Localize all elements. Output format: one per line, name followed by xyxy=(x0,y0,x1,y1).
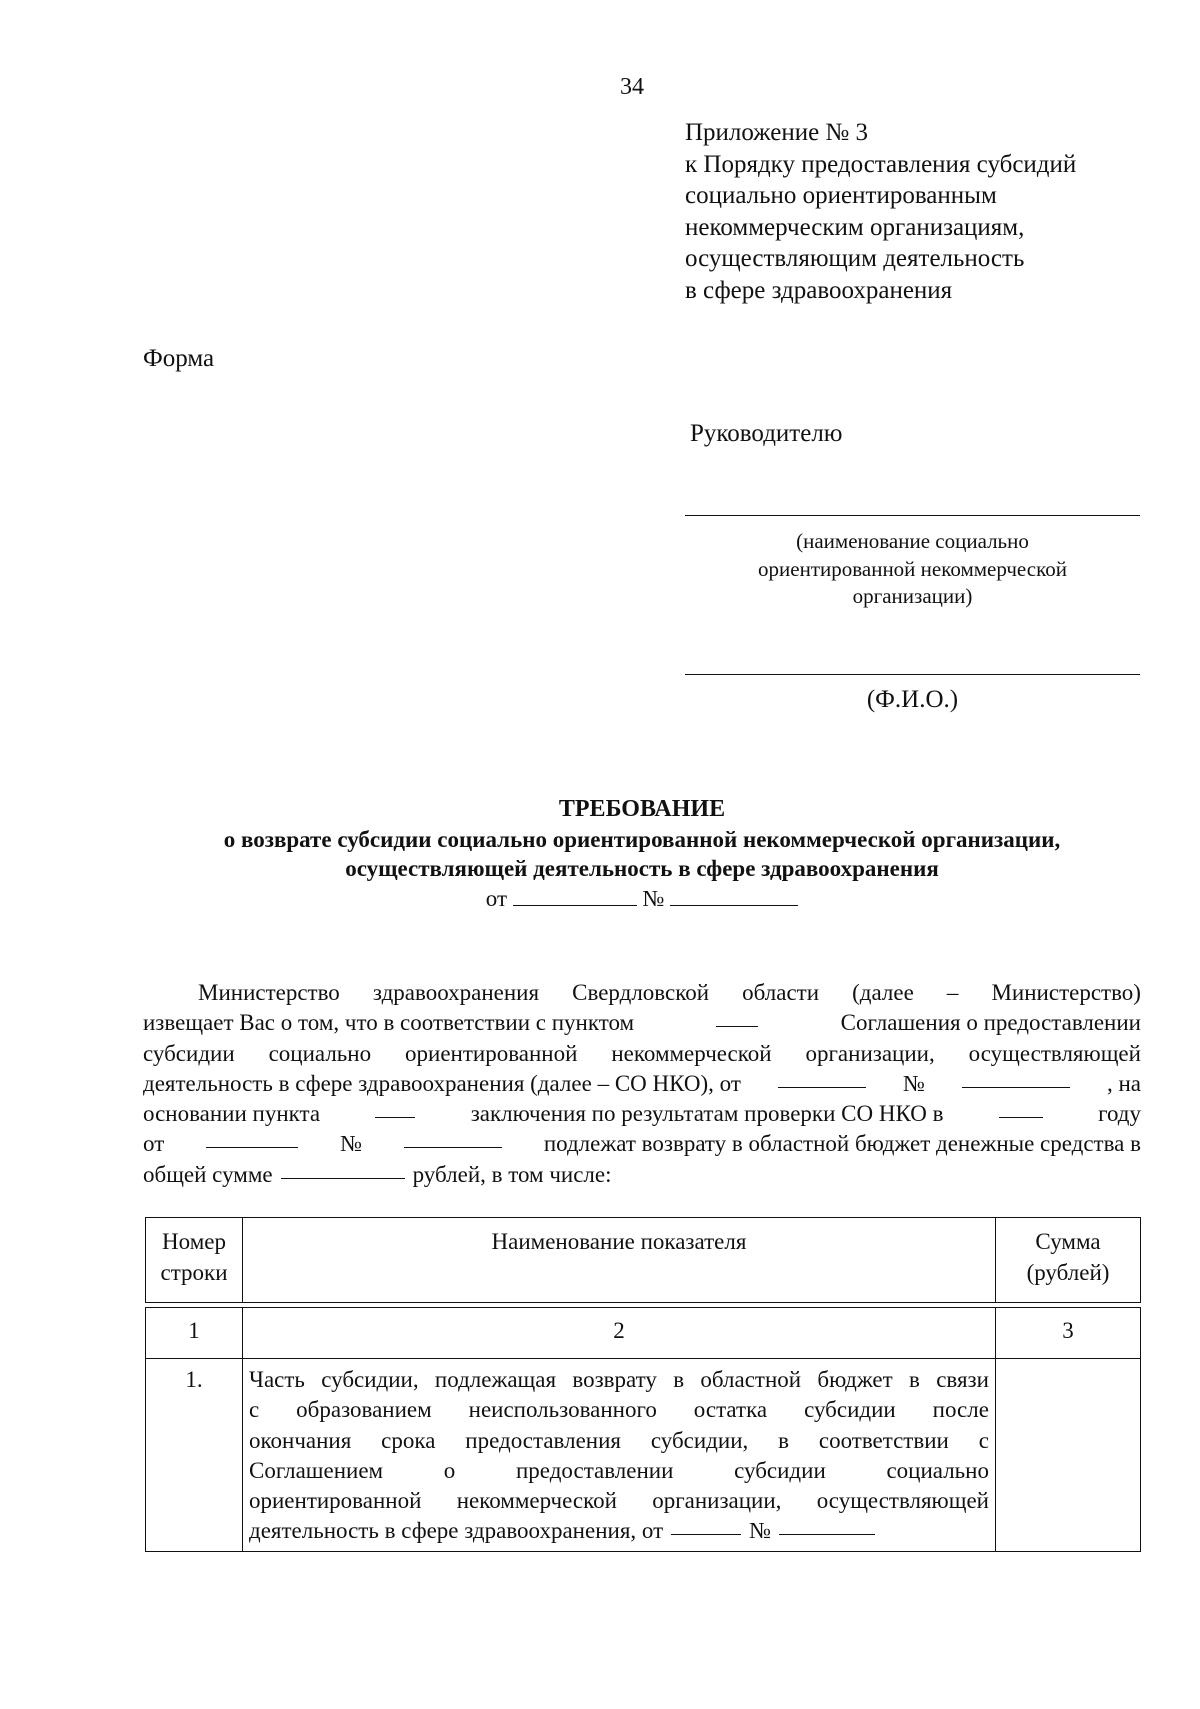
title-subtitle-line: о возврате субсидии социально ориентированной некоммерческой организации, xyxy=(223,826,1061,852)
word: Министерство xyxy=(198,980,340,1005)
number-blank xyxy=(670,887,798,906)
caption-line: ориентированной некоммерческой xyxy=(758,556,1067,581)
text-segment: № xyxy=(749,1518,772,1544)
appendix-line: некоммерческим организациям, xyxy=(685,213,1025,241)
point-blank xyxy=(375,1099,415,1118)
word: бюджет xyxy=(817,1367,893,1392)
addressee-label: Руководителю xyxy=(690,420,843,447)
text-segment: рублей, в том числе: xyxy=(412,1161,612,1187)
word: (далее xyxy=(852,980,914,1005)
table-body xyxy=(145,1307,1141,1552)
text-segment: году xyxy=(1098,1101,1141,1127)
word: области xyxy=(742,980,820,1005)
text-segment: деятельность в сфере здравоохранения (далее – СО НКО), от xyxy=(143,1070,741,1096)
date-blank xyxy=(513,887,637,906)
body-paragraph xyxy=(143,978,1141,1190)
body-line xyxy=(143,1069,1141,1099)
year-blank xyxy=(999,1099,1043,1118)
appendix-block xyxy=(685,117,1076,307)
word: организации, xyxy=(805,1040,935,1066)
word: подлежащая xyxy=(434,1367,557,1392)
title-date-number-line xyxy=(143,884,1141,914)
word: областной xyxy=(700,1367,802,1392)
caption-line: организации) xyxy=(852,584,973,608)
body-line xyxy=(143,1129,1141,1159)
table-row xyxy=(146,1359,1141,1552)
body-line xyxy=(143,1008,1141,1038)
text-segment: общей сумме xyxy=(143,1161,273,1187)
row-amount-cell[interactable] xyxy=(996,1359,1141,1552)
word: социально xyxy=(886,1457,989,1483)
header-cell-row-number: Номер строки xyxy=(146,1218,243,1303)
word: с xyxy=(978,1427,989,1453)
text-segment: извещает Вас о том, что в соответствии с пунктом xyxy=(143,1010,635,1036)
word: неиспользованного xyxy=(468,1397,657,1423)
text-segment: основании пункта xyxy=(143,1101,321,1127)
word: организации, xyxy=(652,1488,782,1514)
appendix-line: в сфере здравоохранения xyxy=(685,276,953,304)
word: Соглашением xyxy=(249,1457,384,1483)
page-number: 34 xyxy=(620,74,644,100)
word: ориентированной xyxy=(405,1040,578,1066)
text-segment: заключения по результатам проверки СО НКО в xyxy=(470,1101,944,1127)
text-segment: , на xyxy=(1106,1070,1141,1096)
body-line xyxy=(143,1039,1141,1069)
body-line xyxy=(143,1160,1141,1190)
appendix-line: осуществляющим деятельность xyxy=(685,245,1025,273)
fio-blank-line xyxy=(685,674,1140,675)
word: возврату xyxy=(572,1367,657,1392)
word: осуществляющей xyxy=(968,1040,1141,1066)
word: осуществляющей xyxy=(816,1488,989,1514)
word: ориентированной xyxy=(249,1488,422,1514)
word: субсидии, xyxy=(650,1427,749,1453)
word: соответствии xyxy=(818,1427,949,1453)
conclusion-date-blank xyxy=(206,1129,298,1148)
column-number-cell: 1 xyxy=(146,1308,243,1359)
fio-caption: (Ф.И.О.) xyxy=(866,686,959,713)
row-text-line xyxy=(249,1426,989,1456)
agreement-number-blank xyxy=(962,1069,1070,1088)
word: здравоохранения xyxy=(372,980,540,1005)
row-text-line xyxy=(249,1516,989,1546)
word: Министерство) xyxy=(991,980,1141,1005)
caption-line: (наименование социально xyxy=(796,529,1029,553)
word: некоммерческой xyxy=(456,1488,617,1514)
text-segment: от xyxy=(143,1131,165,1157)
table-header xyxy=(145,1217,1141,1303)
word: социально xyxy=(268,1040,372,1066)
column-number-row xyxy=(146,1308,1141,1359)
text-segment: № xyxy=(340,1131,363,1157)
row-number-cell: 1. xyxy=(146,1359,243,1552)
row-text-line xyxy=(249,1365,989,1395)
word: в xyxy=(909,1367,920,1392)
word: в xyxy=(778,1427,789,1453)
word: предоставлении xyxy=(516,1457,674,1483)
word: Свердловской xyxy=(572,980,710,1005)
title-subtitle-line: осуществляющей деятельность в сфере здравоохранения xyxy=(345,856,939,881)
row-text-line xyxy=(249,1486,989,1516)
org-name-blank-line xyxy=(685,515,1140,516)
word: связи xyxy=(936,1367,989,1392)
document-title xyxy=(143,795,1141,913)
title-main: ТРЕБОВАНИЕ xyxy=(558,796,726,822)
row-text-cell xyxy=(243,1359,996,1552)
word: с xyxy=(249,1397,260,1423)
body-line xyxy=(143,1099,1141,1129)
word: субсидии xyxy=(143,1040,235,1066)
appendix-line: социально ориентированным xyxy=(685,182,997,210)
word: предоставления xyxy=(465,1427,621,1453)
column-number-cell: 2 xyxy=(243,1308,996,1359)
text-segment: подлежат возврату в областной бюджет денежные средства в xyxy=(543,1131,1141,1157)
header-cell-indicator-name: Наименование показателя xyxy=(243,1218,996,1303)
column-number-cell: 3 xyxy=(996,1308,1141,1359)
row-agreement-number-blank xyxy=(779,1516,875,1535)
conclusion-number-blank xyxy=(404,1129,502,1148)
header-cell-amount: Сумма (рублей) xyxy=(996,1218,1141,1303)
text-segment: № xyxy=(902,1070,925,1096)
date-prefix: от xyxy=(485,885,508,911)
row-text-line xyxy=(249,1456,989,1486)
word: срока xyxy=(381,1427,436,1453)
word: после xyxy=(932,1397,989,1423)
body-line xyxy=(143,978,1141,1008)
word: субсидии xyxy=(734,1457,826,1483)
word: – xyxy=(946,980,959,1005)
row-agreement-date-blank xyxy=(671,1516,741,1535)
row-text-line xyxy=(249,1395,989,1425)
text-segment: деятельность в сфере здравоохранения, от xyxy=(249,1518,664,1544)
total-sum-blank xyxy=(281,1160,405,1179)
appendix-line: Приложение № 3 xyxy=(685,119,869,146)
word: Часть xyxy=(249,1367,305,1392)
word: некоммерческой xyxy=(611,1040,772,1066)
word: в xyxy=(673,1367,685,1392)
word: остатка xyxy=(693,1397,768,1423)
word: субсидии xyxy=(804,1397,896,1423)
number-sign: № xyxy=(642,885,665,911)
text-segment: Соглашения о предоставлении xyxy=(840,1010,1141,1036)
org-name-caption xyxy=(685,528,1140,611)
word: окончания xyxy=(249,1427,352,1453)
word: субсидии, xyxy=(321,1367,419,1392)
word: о xyxy=(443,1457,456,1483)
word: образованием xyxy=(296,1397,432,1423)
clause-blank xyxy=(716,1008,758,1027)
form-label: Форма xyxy=(143,345,215,372)
agreement-date-blank xyxy=(778,1069,866,1088)
appendix-line: к Порядку предоставления субсидий xyxy=(685,150,1077,178)
